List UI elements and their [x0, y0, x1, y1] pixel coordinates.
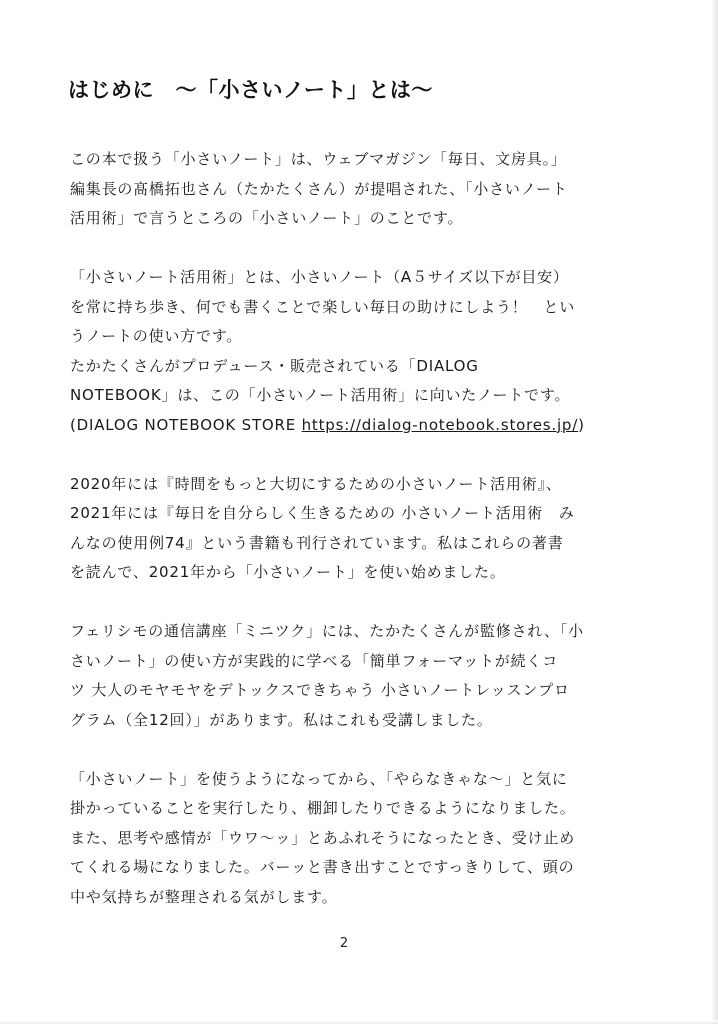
- text-line: また、思考や感情が「ウワ～ッ」とあふれそうになったとき、受け止め: [70, 828, 576, 847]
- text-line: 掛かっていることを実行したり、棚卸したりできるようになりました。: [70, 799, 576, 817]
- page-edge-shadow: [711, 0, 718, 1024]
- page-bottom-edge: [0, 1020, 718, 1024]
- text-line: てくれる場になりました。バーッと書き出すことですっきりして、頭の: [70, 858, 575, 876]
- text-line: 2020年には『時間をもっと大切にするための小さいノート活用術』、: [70, 474, 562, 493]
- paragraph-gap: [70, 735, 630, 765]
- text-line: 「小さいノート活用術」とは、小さいノート（A５サイズ以下が目安）: [70, 268, 569, 286]
- text-line: 2021年には『毎日を自分らしく生きるための 小さいノート活用術 み: [70, 504, 575, 522]
- body-text: [70, 145, 630, 912]
- text-line: うノートの使い方です。: [70, 327, 243, 345]
- store-line: [70, 411, 630, 441]
- text-line: フェリシモの通信講座「ミニツク」には、たかたくさんが監修され、「小: [70, 622, 584, 640]
- paragraph-gap: [70, 440, 630, 470]
- text-line: この本で扱う「小さいノート」は、ウェブマガジン「毎日、文房具。」: [70, 150, 567, 168]
- text-line: さいノート」の使い方が実践的に学べる「簡単フォーマットが続くコ: [70, 651, 559, 670]
- text-line: を読んで、2021年から「小さいノート」を使い始めました。: [70, 563, 506, 581]
- page-number: 2: [339, 936, 349, 951]
- store-link[interactable]: https://dialog-notebook.stores.jp/: [301, 415, 579, 434]
- text-line: 「小さいノート」を使うようになってから、「やらなきゃな～」と気に: [70, 769, 568, 788]
- text-line: 編集長の髙橋拓也さん（たかたくさん）が提唱された、「小さいノート: [70, 179, 568, 198]
- store-suffix: ): [578, 415, 585, 434]
- text-line: を常に持ち歩き、何でも書くことで楽しい毎日の助けにしよう！ とい: [70, 297, 576, 316]
- text-line: ツ 大人のモヤモヤをデトックスできちゃう 小さいノートレッスンプロ: [70, 681, 570, 699]
- text-line: NOTEBOOK」は、この「小さいノート活用術」に向いたノートです。: [70, 386, 571, 404]
- page-title: はじめに ～「小さいノート」とは～: [68, 78, 433, 102]
- text-line: 活用術」で言うところの「小さいノート」のことです。: [70, 209, 464, 227]
- text-line: んなの使用例74』という書籍も刊行されています。私はこれらの著書: [70, 533, 564, 552]
- text-line: 中や気持ちが整理される気がします。: [70, 887, 338, 906]
- paragraph-gap: [70, 234, 630, 264]
- paragraph-gap: [70, 588, 630, 618]
- text-line: たかたくさんがプロデュース・販売されている「DIALOG: [70, 356, 479, 375]
- text-line: グラム（全12回）」があります。私はこれも受講しました。: [70, 710, 493, 729]
- store-prefix: (DIALOG NOTEBOOK STORE: [70, 415, 302, 434]
